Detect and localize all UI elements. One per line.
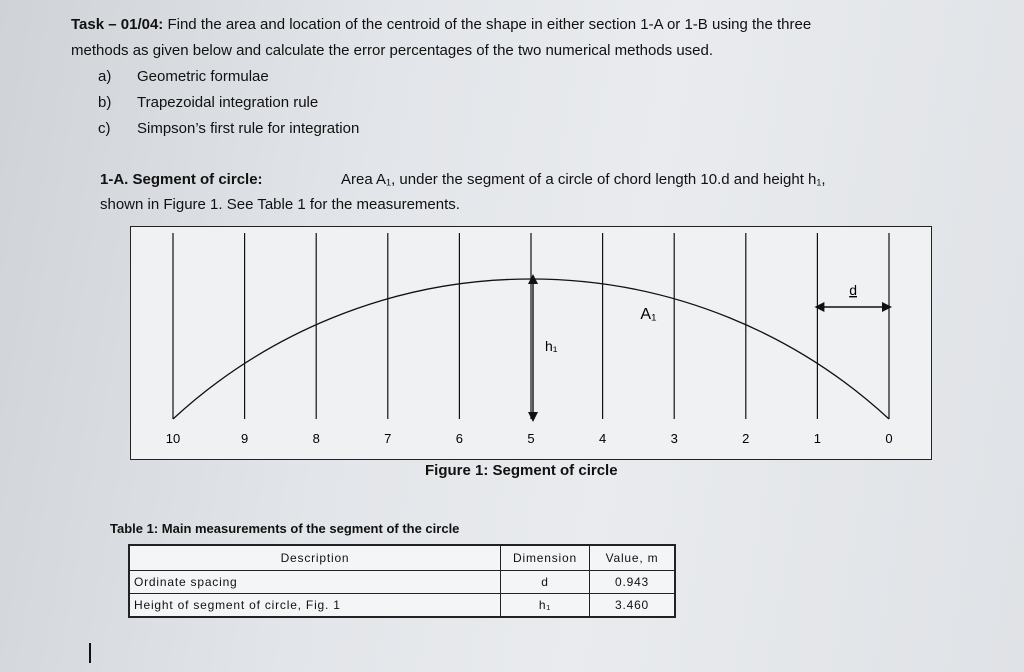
height-label: h₁ xyxy=(545,338,558,354)
method-text-b: Trapezoidal integration rule xyxy=(137,94,319,111)
ordinate-number-label: 8 xyxy=(312,431,320,446)
table-title: Table 1: Main measurements of the segment of the circle xyxy=(110,521,460,536)
segment-diagram xyxy=(131,227,933,461)
measurements-table xyxy=(128,544,676,618)
row-value: 3.460 xyxy=(590,594,676,618)
header-value: Value, m xyxy=(590,545,676,571)
figure-caption: Figure 1: Segment of circle xyxy=(425,462,618,479)
ordinate-number-label: 1 xyxy=(813,431,822,446)
row-description: Height of segment of circle, Fig. 1 xyxy=(129,594,501,618)
header-dimension: Dimension xyxy=(501,545,590,571)
table-header-row xyxy=(129,545,675,571)
task-label: Task – 01/04: xyxy=(71,16,164,33)
ordinate-number-label: 6 xyxy=(455,431,464,446)
task-text-1: Find the area and location of the centroid of the shape in either section 1-A or 1-B using the three xyxy=(167,16,812,33)
method-letter-b: b) xyxy=(98,94,112,111)
row-dimension: h₁ xyxy=(501,594,590,618)
method-letter-c: c) xyxy=(98,120,111,137)
task-line-2: methods as given below and calculate the error percentages of the two numerical methods used. xyxy=(71,42,714,59)
spacing-label: d xyxy=(849,282,857,298)
method-text-a: Geometric formulae xyxy=(137,68,269,85)
header-description: Description xyxy=(129,545,501,571)
method-letter-a: a) xyxy=(98,68,112,85)
figure-frame xyxy=(130,226,932,460)
ordinate-number-label: 10 xyxy=(165,431,181,446)
ordinate-number-label: 3 xyxy=(670,431,678,446)
ordinate-number-label: 5 xyxy=(527,431,535,446)
area-label: A₁ xyxy=(640,306,657,323)
ordinate-number-label: 7 xyxy=(384,431,392,446)
text-cursor xyxy=(89,643,91,663)
task-line-1 xyxy=(71,15,811,35)
ordinate-number-label: 4 xyxy=(598,431,607,446)
ordinate-number-label: 2 xyxy=(742,431,750,446)
section-desc-1: Area A₁, under the segment of a circle of chord length 10.d and height h₁, xyxy=(341,171,826,188)
ordinate-number-label: 9 xyxy=(240,431,249,446)
table-row xyxy=(129,571,675,594)
section-heading: 1-A. Segment of circle: xyxy=(100,171,263,188)
table-row xyxy=(129,594,675,618)
row-value: 0.943 xyxy=(590,571,676,594)
ordinate-number-label: 0 xyxy=(885,431,893,446)
method-text-c: Simpson’s first rule for integration xyxy=(137,120,360,137)
row-dimension: d xyxy=(501,571,590,594)
section-desc-2: shown in Figure 1. See Table 1 for the measurements. xyxy=(100,196,460,213)
row-description: Ordinate spacing xyxy=(129,571,501,594)
